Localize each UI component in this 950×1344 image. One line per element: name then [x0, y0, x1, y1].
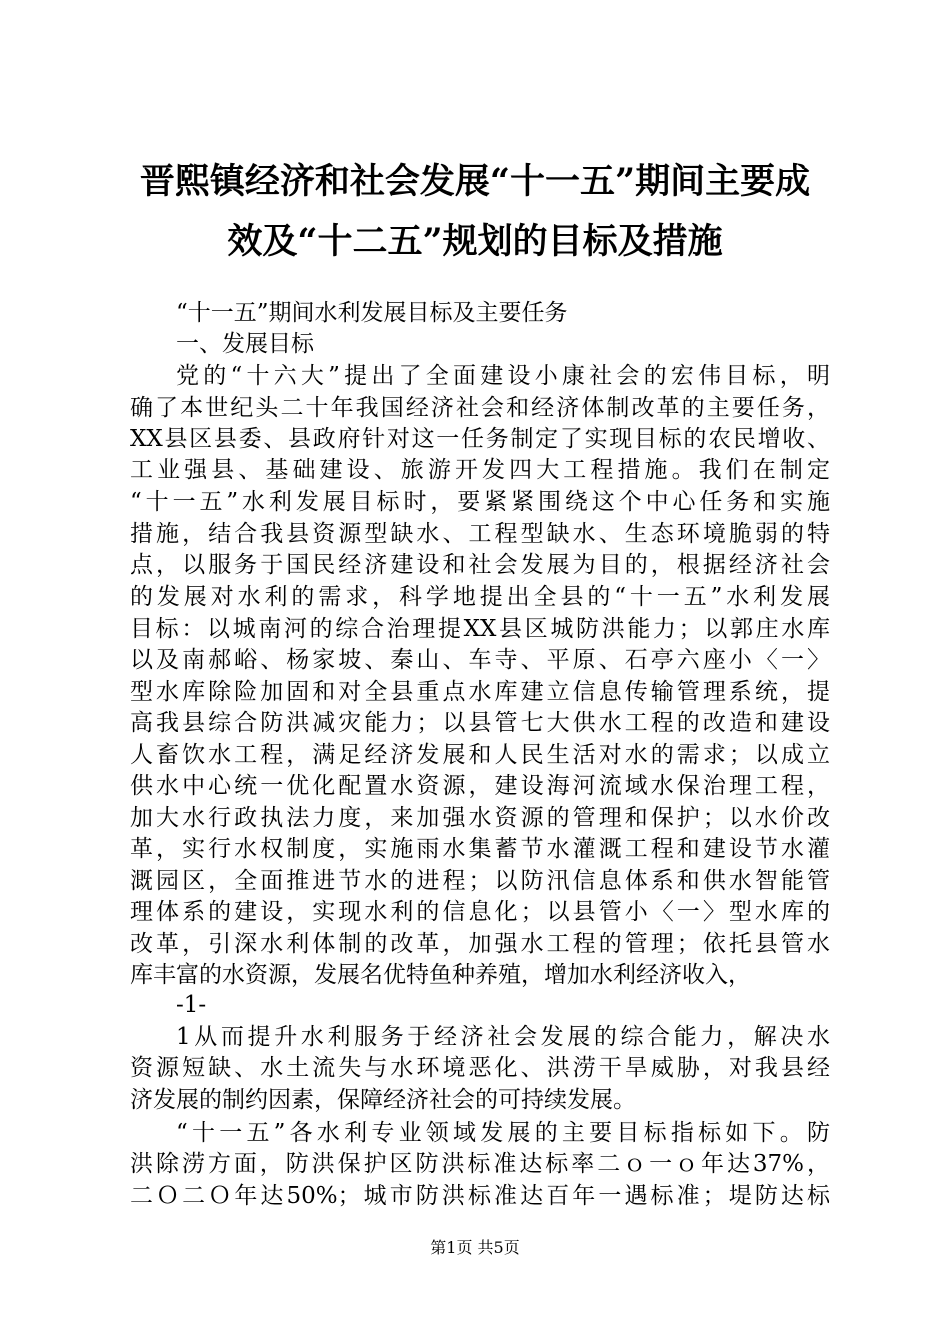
subsection-heading: 一、发展目标: [176, 331, 314, 357]
paragraph-line: 的发展对水利的需求，科学地提出全县的“十一五”水利发展: [130, 584, 830, 610]
paragraph-line: 二Ｏ二Ｏ年达50%；城市防洪标准达百年一遇标准；堤防达标: [130, 1183, 830, 1209]
paragraph-line: 供水中心统一优化配置水资源，建设海河流域水保治理工程，: [130, 773, 830, 799]
paragraph-line: 人畜饮水工程，满足经济发展和人民生活对水的需求；以成立: [130, 742, 830, 768]
paragraph-line: 措施，结合我县资源型缺水、工程型缺水、生态环境脆弱的特: [130, 521, 830, 547]
paragraph-line: “十一五”各水利专业领域发展的主要目标指标如下。防: [176, 1120, 830, 1146]
paragraph-line: XX县区县委、县政府针对这一任务制定了实现目标的农民增收、: [130, 426, 830, 452]
paragraph-line: 溉园区，全面推进节水的进程；以防汛信息体系和供水智能管: [130, 868, 830, 894]
inline-page-marker: -1-: [176, 992, 207, 1018]
paragraph-line: 型水库除险加固和对全县重点水库建立信息传输管理系统，提: [130, 679, 830, 705]
paragraph-line: 党的“十六大”提出了全面建设小康社会的宏伟目标，明: [176, 363, 830, 389]
paragraph-line: 1从而提升水利服务于经济社会发展的综合能力，解决水: [176, 1024, 830, 1050]
paragraph-line: 革，实行水权制度，实施雨水集蓄节水灌溉工程和建设节水灌: [130, 836, 830, 862]
paragraph-line: 资源短缺、水土流失与水环境恶化、洪涝干旱威胁，对我县经: [130, 1055, 830, 1081]
paragraph-line: 加大水行政执法力度，来加强水资源的管理和保护；以水价改: [130, 805, 830, 831]
paragraph-line: 目标：以城南河的综合治理提XX县区城防洪能力；以郭庄水库: [130, 616, 830, 642]
paragraph-line: 库丰富的水资源，发展名优特鱼种养殖，增加水利经济收入，: [130, 962, 751, 988]
paragraph-line: 改革，引深水利体制的改革，加强水工程的管理；依托县管水: [130, 931, 830, 957]
paragraph-line: 以及南郝峪、杨家坡、秦山、车寺、平原、石亭六座小〈一〉: [130, 647, 830, 673]
paragraph-line: 高我县综合防洪减灾能力；以县管七大供水工程的改造和建设: [130, 710, 830, 736]
page-footer: 第1页 共5页: [430, 1238, 520, 1257]
paragraph-line: 洪除涝方面，防洪保护区防洪标准达标率二ｏ一ｏ年达37%，: [130, 1151, 830, 1177]
document-title-line-1: 晋熙镇经济和社会发展“十一五”期间主要成: [139, 161, 811, 202]
paragraph-line: 理体系的建设，实现水利的信息化；以县管小〈一〉型水库的: [130, 899, 830, 925]
paragraph-line: 确了本世纪头二十年我国经济社会和经济体制改革的主要任务，: [130, 395, 830, 421]
paragraph-line: 济发展的制约因素，保障经济社会的可持续发展。: [130, 1087, 636, 1113]
paragraph-line: “十一五”水利发展目标时，要紧紧围绕这个中心任务和实施: [130, 489, 830, 515]
paragraph-line: 工业强县、基础建设、旅游开发四大工程措施。我们在制定: [130, 457, 830, 483]
document-title-line-2: 效及“十二五”规划的目标及措施: [227, 221, 723, 262]
section-heading: “十一五”期间水利发展目标及主要任务: [176, 300, 568, 326]
paragraph-line: 点，以服务于国民经济建设和社会发展为目的，根据经济社会: [130, 552, 830, 578]
